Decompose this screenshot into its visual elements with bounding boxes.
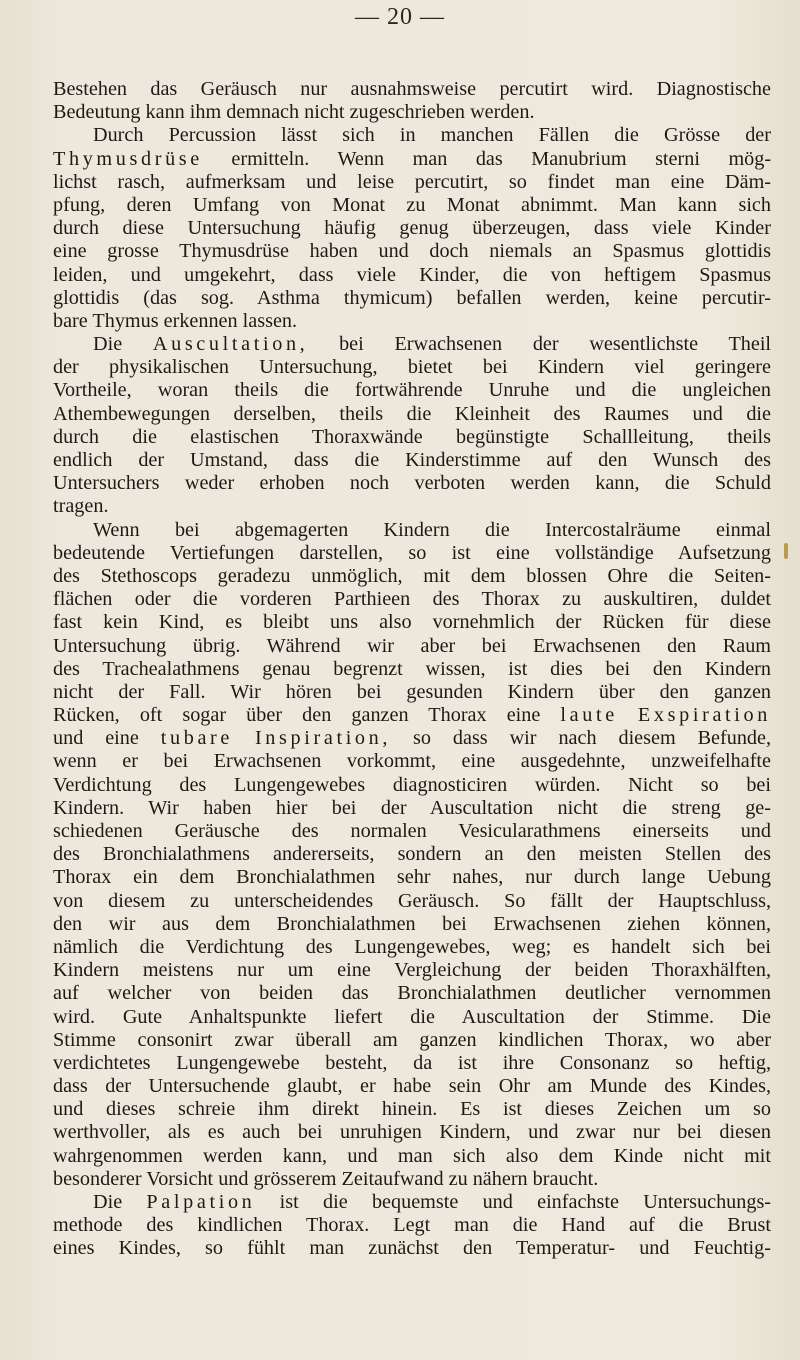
text-line: des Trachealathmens genau begrenzt wissen, ist dies bei den Kindern	[53, 657, 771, 680]
emphasized-word: Inspiration,	[254, 727, 392, 750]
text-line: Kindern meistens nur um eine Vergleichung der beiden Thoraxhälften,	[53, 959, 771, 982]
emphasized-word: Thymusdrüse	[53, 147, 203, 170]
text-line: schiedenen Geräusche des normalen Vesicularathmens einerseits und	[53, 820, 771, 842]
emphasized-word: tubare	[160, 727, 234, 750]
text-line: methode des kindlichen Thorax. Legt man die Hand auf die Brust	[53, 1214, 771, 1237]
text-line: verdichtetes Lungengewebe besteht, da ist ihre Consonanz so heftig,	[53, 1051, 771, 1074]
text-line: und eine tubare Inspiration, so dass wir nach diesem Befunde,	[53, 727, 771, 750]
text-line: Wenn bei abgemagerten Kindern die Intercostalräume einmal	[93, 518, 771, 541]
text-line: bare Thymus erkennen lassen.	[53, 309, 298, 332]
text-line: des Stethoscops geradezu unmöglich, mit dem blossen Ohre die Seiten-	[53, 564, 771, 587]
body-text	[53, 78, 771, 1261]
text-line: endlich der Umstand, dass die Kinderstimme auf den Wunsch des	[53, 449, 771, 471]
text-line: Thorax ein dem Bronchialathmen sehr nahes, nur durch lange Uebung	[53, 866, 771, 889]
text-line: wird. Gute Anhaltspunkte liefert die Auscultation der Stimme. Die	[53, 1005, 771, 1028]
text-line: nämlich die Verdichtung des Lungengewebes, weg; es handelt sich bei	[53, 935, 771, 958]
text-line: Kindern. Wir haben hier bei der Auscultation nicht die streng ge-	[53, 796, 771, 819]
text-line: eine grosse Thymusdrüse haben und doch niemals an Spasmus glottidis	[53, 240, 771, 263]
text-line: fast kein Kind, es bleibt uns also vornehmlich der Rücken für diese	[53, 611, 771, 634]
text-line: Rücken, oft sogar über den ganzen Thorax eine laute Exspiration	[53, 704, 771, 727]
text-line: flächen oder die vorderen Parthieen des Thorax zu auskultiren, duldet	[53, 588, 771, 611]
text-line: besonderer Vorsicht und grösserem Zeitaufwand zu nähern braucht.	[53, 1167, 599, 1190]
text-line: Durch Percussion lässt sich in manchen Fällen die Grösse der	[93, 124, 771, 147]
text-line: wahrgenommen werden kann, und man sich also dem Kinde nicht mit	[53, 1144, 771, 1167]
margin-ink-mark	[784, 543, 788, 559]
text-line: pfung, deren Umfang von Monat zu Monat abnimmt. Man kann sich	[53, 193, 771, 216]
text-line: den wir aus dem Bronchialathmen bei Erwachsenen ziehen können,	[53, 912, 771, 935]
emphasized-word: Exspiration	[637, 704, 771, 727]
text-line: Verdichtung des Lungengewebes diagnosticiren würden. Nicht so bei	[53, 773, 771, 796]
text-line: durch die elastischen Thoraxwände begünstigte Schallleitung, theils	[53, 425, 771, 448]
text-line: tragen.	[53, 495, 109, 518]
text-line: dass der Untersuchende glaubt, er habe sein Ohr am Munde des Kindes,	[53, 1075, 771, 1098]
emphasized-word: Auscultation,	[152, 333, 309, 356]
text-line: Bedeutung kann ihm demnach nicht zugeschrieben werden.	[53, 101, 535, 124]
text-line: nicht der Fall. Wir hören bei gesunden Kindern über den ganzen	[53, 680, 771, 703]
text-line: Untersuchers weder erhoben noch verboten werden kann, die Schuld	[53, 472, 771, 495]
text-line: bedeutende Vertiefungen darstellen, so ist eine vollständige Aufsetzung	[53, 541, 771, 564]
text-line: von diesem zu unterscheidendes Geräusch. So fällt der Hauptschluss,	[53, 889, 771, 912]
text-line: Thymusdrüse ermitteln. Wenn man das Manubrium sterni mög-	[53, 147, 771, 170]
text-line: Bestehen das Geräusch nur ausnahmsweise percutirt wird. Diagnostische	[53, 78, 771, 100]
text-line: Athembewegungen derselben, theils die Kleinheit des Raumes und die	[53, 402, 771, 425]
text-line: glottidis (das sog. Asthma thymicum) befallen werden, keine percutir-	[53, 286, 771, 309]
text-line: Stimme consonirt zwar überall am ganzen kindlichen Thorax, wo aber	[53, 1028, 771, 1051]
emphasized-word: laute	[560, 704, 618, 727]
text-line: Die Auscultation, bei Erwachsenen der wesentlichste Theil	[93, 333, 771, 356]
text-line: des Bronchialathmens andererseits, sondern an den meisten Stellen des	[53, 843, 771, 866]
text-line: lichst rasch, aufmerksam und leise percutirt, so findet man eine Däm-	[53, 170, 771, 193]
text-line: werthvoller, als es auch bei unruhigen Kindern, und zwar nur bei diesen	[53, 1121, 771, 1144]
text-line: der physikalischen Untersuchung, bietet bei Kindern viel geringere	[53, 356, 771, 379]
page-number: — 20 —	[355, 4, 445, 30]
emphasized-word: Palpation	[146, 1191, 256, 1213]
text-line: eines Kindes, so fühlt man zunächst den Temperatur- und Feuchtig-	[53, 1237, 771, 1260]
text-line: Vortheile, woran theils die fortwährende Unruhe und die ungleichen	[53, 379, 771, 402]
text-line: wenn er bei Erwachsenen vorkommt, eine ausgedehnte, unzweifelhafte	[53, 750, 771, 773]
text-line: und dieses schreie ihm direkt hinein. Es ist dieses Zeichen um so	[53, 1098, 771, 1121]
text-line: durch diese Untersuchung häufig genug überzeugen, dass viele Kinder	[53, 217, 771, 240]
text-line: Untersuchung übrig. Während wir aber bei Erwachsenen den Raum	[53, 634, 771, 657]
text-line: Die Palpation ist die bequemste und einfachste Untersuchungs-	[93, 1191, 771, 1213]
text-line: auf welcher von beiden das Bronchialathmen deutlicher vernommen	[53, 982, 771, 1005]
text-line: leiden, und umgekehrt, dass viele Kinder, die von heftigem Spasmus	[53, 263, 771, 286]
